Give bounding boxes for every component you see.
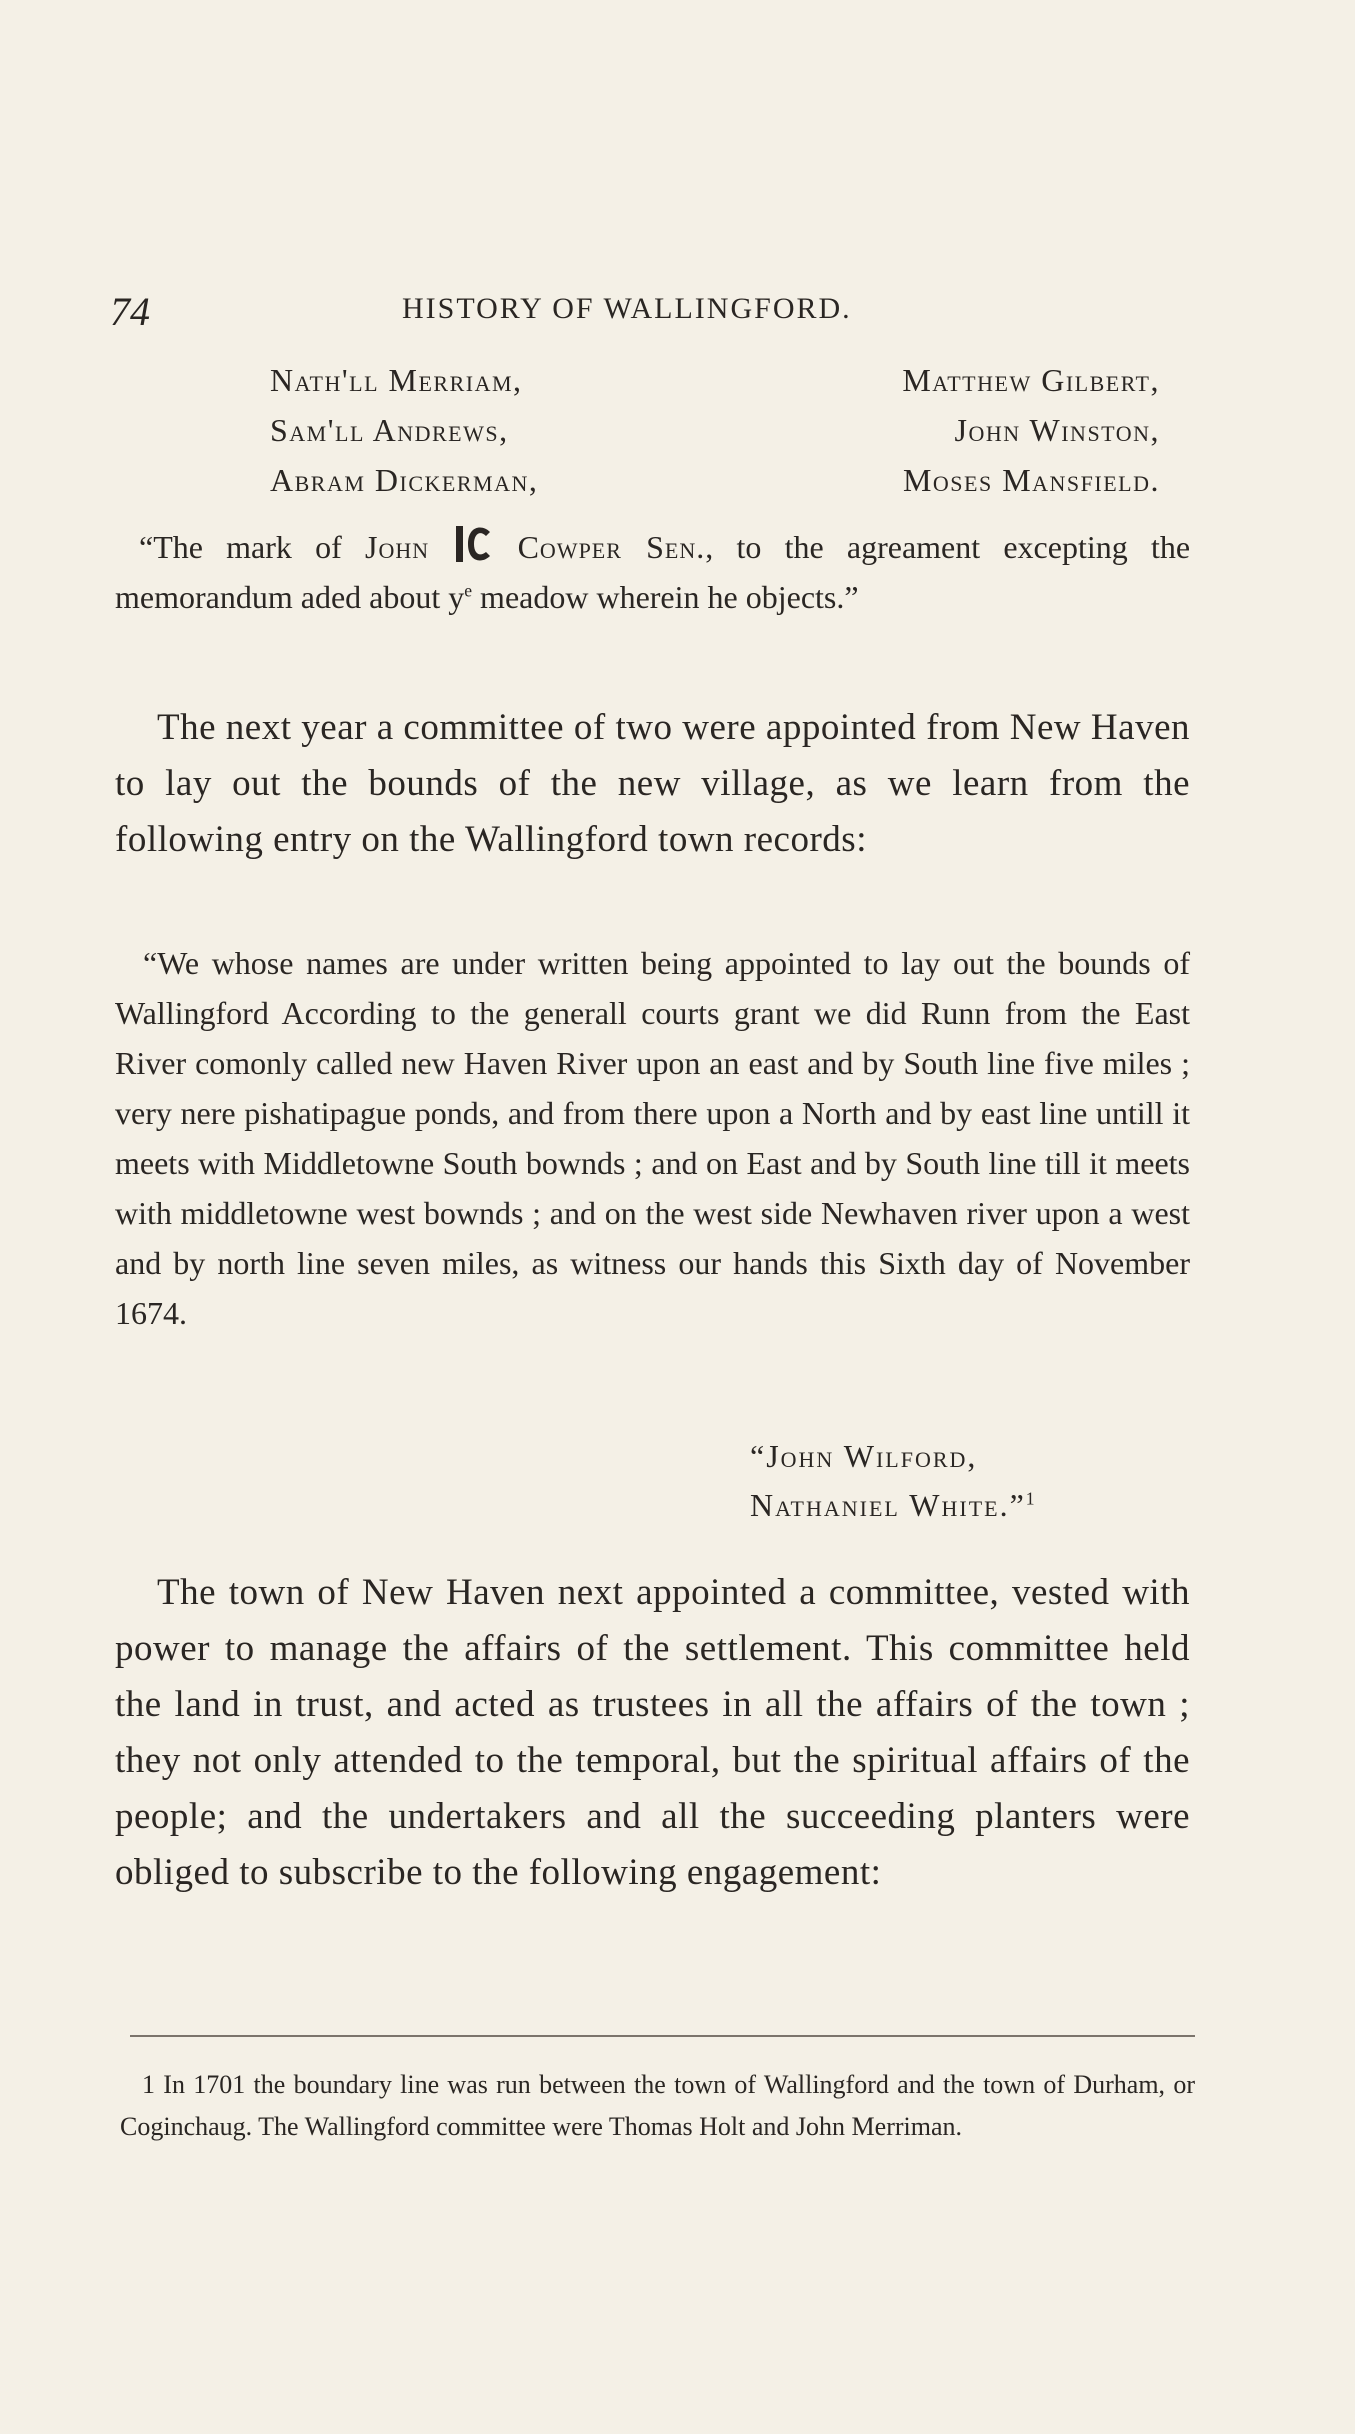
paragraph-text: The town of New Haven next appointed a committee, vested with power to manage the affairs of the settlement. This committee held the land in trust, and acted as trustees in all the affairs of the town ; they not only attended to the temporal, but the spiritual affairs of the people; and the undertakers and all the succeeding planters were obliged to subscribe to the following engagement:	[115, 1572, 1190, 1893]
quote-text: “We whose names are under written being appointed to lay out the bounds of Wallingford According to the generall courts grant we did Runn from the East River comonly called new Haven River upon an east and by South line five miles ; very nere pishatipague ponds, and from there upon a North and by east line untill it meets with Middletowne South bownds ; and on East and by South line till it meets with middletowne west bownds ; and on the west side Newhaven river upon a west and by north line seven miles, as witness our hands this Sixth day of November 1674.	[115, 945, 1190, 1331]
signer-row	[270, 412, 1160, 462]
mark-open: “The mark of	[139, 529, 342, 565]
signer-name: Sam'll Andrews,	[270, 412, 509, 448]
signer-name: John Winston,	[954, 412, 1160, 448]
superscript-e: e	[464, 580, 473, 601]
signature-name: Nathaniel White.”	[750, 1487, 1026, 1523]
page-number: 74	[110, 289, 150, 334]
signer-name: Nath'll Merriam,	[270, 362, 523, 398]
signer-name: Abram Dickerman,	[270, 462, 539, 498]
paragraph-text: The next year a committee of two were appointed from New Haven to lay out the bounds of the new village, as we learn from the following entry on the Wallingford town records:	[115, 707, 1190, 860]
running-head	[110, 288, 1190, 338]
quote-signature: “John Wilford,	[750, 1438, 978, 1474]
mark-end: meadow wherein he objects.”	[472, 579, 859, 615]
signers-list	[270, 362, 1160, 512]
quoted-record	[115, 938, 1190, 1338]
paragraph-committee	[115, 700, 1190, 868]
mark-rest: , to the agreament excepting the memorandum aded about y	[115, 529, 1191, 615]
footnote-divider	[130, 2035, 1195, 2037]
footnote-marker: 1	[142, 2070, 155, 2099]
signer-row	[270, 362, 1160, 412]
signer-name: Moses Mansfield.	[902, 462, 1160, 498]
mark-name: John	[365, 529, 430, 565]
signer-name: Matthew Gilbert,	[902, 362, 1160, 398]
signer-row	[270, 462, 1160, 512]
footnote-reference: 1	[1025, 1488, 1037, 1509]
mark-surname: Cowper Sen.	[517, 529, 706, 565]
footnote-text: In 1701 the boundary line was run between the town of Wallingford and the town of Durham, or Coginchaug. The Wallingford committee were Thomas Holt and John Merriman.	[120, 2070, 1195, 2141]
quote-signature	[750, 1487, 1037, 1524]
running-title: HISTORY OF WALLINGFORD.	[402, 292, 852, 325]
paragraph-town-committee	[115, 1565, 1190, 1901]
handwritten-mark-icon	[452, 524, 494, 564]
footnote	[120, 2064, 1195, 2148]
mark-paragraph	[115, 522, 1190, 622]
